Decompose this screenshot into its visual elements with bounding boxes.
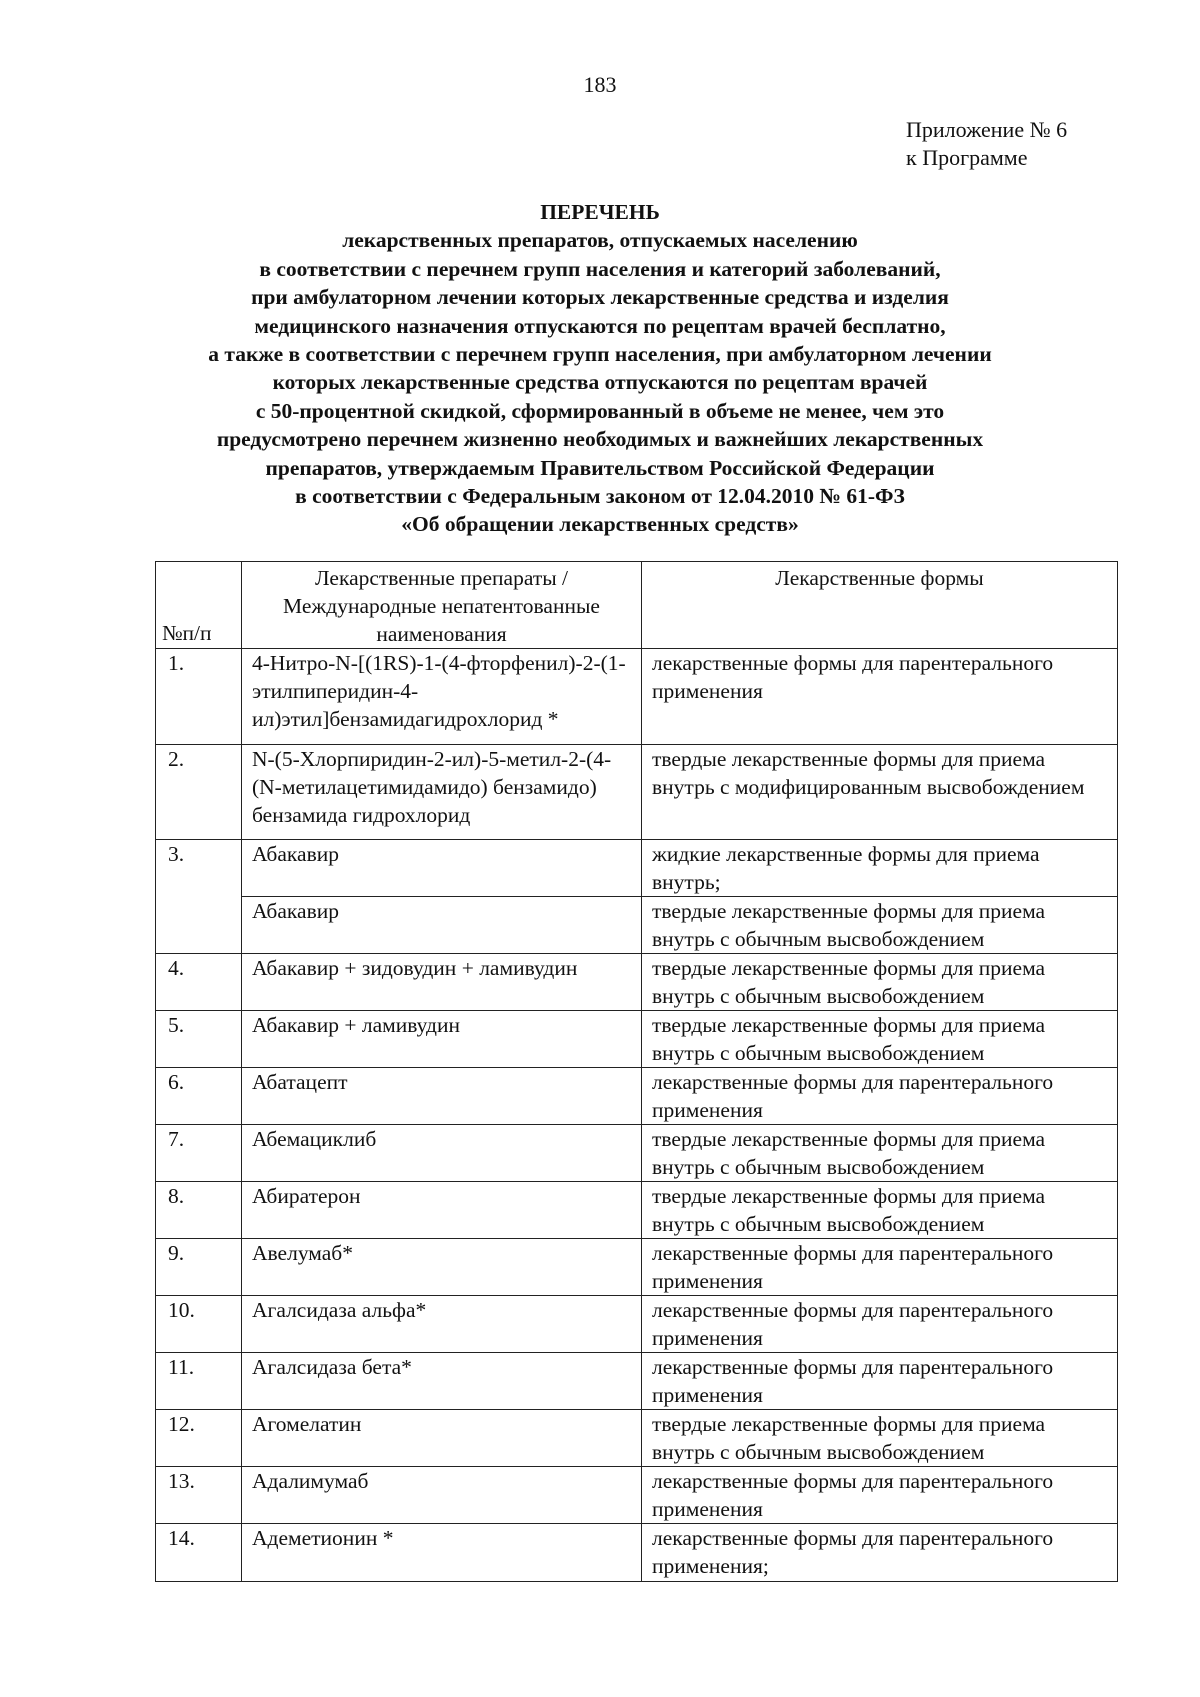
column-header-drug: Лекарственные препараты / Международные непатентованные наименования xyxy=(242,562,642,649)
table-row xyxy=(156,840,1118,897)
drug-form: лекарственные формы для парентерального применения xyxy=(642,1353,1118,1410)
table-row xyxy=(156,1182,1118,1239)
drug-form: твердые лекарственные формы для приема внутрь с обычным высвобождением xyxy=(642,1125,1118,1182)
table-row xyxy=(156,1125,1118,1182)
drug-name: Адалимумаб xyxy=(242,1467,642,1524)
drug-form: лекарственные формы для парентерального применения xyxy=(642,1068,1118,1125)
drug-name: Абатацепт xyxy=(242,1068,642,1125)
heading-line: медицинского назначения отпускаются по рецептам врачей бесплатно, xyxy=(254,313,946,338)
document-title: ПЕРЕЧЕНЬ xyxy=(540,200,660,224)
drug-form: твердые лекарственные формы для приема внутрь с обычным высвобождением xyxy=(642,1011,1118,1068)
heading-line: «Об обращении лекарственных средств» xyxy=(401,512,799,537)
row-number: 9. xyxy=(156,1239,242,1296)
heading-line: лекарственных препаратов, отпускаемых населению xyxy=(342,228,858,253)
drug-form: твердые лекарственные формы для приема внутрь с обычным высвобождением xyxy=(642,954,1118,1011)
drug-form: твердые лекарственные формы для приема внутрь с модифицированным высвобождением xyxy=(642,745,1118,840)
drug-form: лекарственные формы для парентерального применения; xyxy=(642,1524,1118,1582)
row-number: 8. xyxy=(156,1182,242,1239)
heading-line: при амбулаторном лечении которых лекарственные средства и изделия xyxy=(251,285,949,310)
drug-form: лекарственные формы для парентерального применения xyxy=(642,1239,1118,1296)
drug-form: лекарственные формы для парентерального применения xyxy=(642,649,1118,745)
drug-list-table xyxy=(155,561,1118,1582)
drug-name: 4-Нитро-N-[(1RS)-1-(4-фторфенил)-2-(1-этилпиперидин-4-ил)этил]бензамидагидрохлорид * xyxy=(242,649,642,745)
appendix-line-1: Приложение № 6 xyxy=(906,117,1068,142)
table-row xyxy=(156,1068,1118,1125)
row-number: 13. xyxy=(156,1467,242,1524)
table-row xyxy=(156,1296,1118,1353)
appendix-line-2: к Программе xyxy=(906,145,1028,170)
drug-name: Агалсидаза бета* xyxy=(242,1353,642,1410)
row-number: 12. xyxy=(156,1410,242,1467)
table-row xyxy=(156,1011,1118,1068)
drug-form: жидкие лекарственные формы для приема внутрь; xyxy=(642,840,1118,897)
drug-name: Абиратерон xyxy=(242,1182,642,1239)
page-number: 183 xyxy=(583,72,617,97)
heading-line: в соответствии с Федеральным законом от 12.04.2010 № 61-ФЗ xyxy=(295,484,905,509)
drug-form: твердые лекарственные формы для приема внутрь с обычным высвобождением xyxy=(642,1410,1118,1467)
drug-form: твердые лекарственные формы для приема внутрь с обычным высвобождением xyxy=(642,897,1118,954)
drug-name: Абакавир xyxy=(242,840,642,897)
row-number: 10. xyxy=(156,1296,242,1353)
drug-name: Абакавир + ламивудин xyxy=(242,1011,642,1068)
row-number: 1. xyxy=(156,649,242,745)
appendix-note xyxy=(906,116,1067,172)
drug-name: N-(5-Хлорпиридин-2-ил)-5-метил-2-(4-(N-метилацетимидамидо) бензамидо) бензамида гидрохлорид xyxy=(242,745,642,840)
heading-line: а также в соответствии с перечнем групп населения, при амбулаторном лечении xyxy=(208,342,992,367)
row-number: 2. xyxy=(156,745,242,840)
row-number: 6. xyxy=(156,1068,242,1125)
drug-name: Агомелатин xyxy=(242,1410,642,1467)
table-row xyxy=(156,1467,1118,1524)
drug-name: Абакавир xyxy=(242,897,642,954)
drug-form: твердые лекарственные формы для приема внутрь с обычным высвобождением xyxy=(642,1182,1118,1239)
drug-form: лекарственные формы для парентерального применения xyxy=(642,1296,1118,1353)
drug-name: Авелумаб* xyxy=(242,1239,642,1296)
row-number xyxy=(156,897,242,954)
table-row xyxy=(156,1524,1118,1582)
row-number: 3. xyxy=(156,840,242,897)
table-row xyxy=(156,897,1118,954)
row-number: 7. xyxy=(156,1125,242,1182)
heading-line: предусмотрено перечнем жизненно необходимых и важнейших лекарственных xyxy=(216,427,984,452)
table-row xyxy=(156,954,1118,1011)
row-number: 5. xyxy=(156,1011,242,1068)
table-row xyxy=(156,1410,1118,1467)
table-row xyxy=(156,649,1118,745)
row-number: 14. xyxy=(156,1524,242,1582)
heading-line: которых лекарственные средства отпускаются по рецептам врачей xyxy=(272,370,928,395)
table-header-row xyxy=(156,562,1118,649)
drug-name: Абемациклиб xyxy=(242,1125,642,1182)
column-header-form: Лекарственные формы xyxy=(642,562,1118,649)
table-row xyxy=(156,1239,1118,1296)
drug-name: Агалсидаза альфа* xyxy=(242,1296,642,1353)
heading-line: с 50-процентной скидкой, сформированный в объеме не менее, чем это xyxy=(255,398,945,423)
drug-form: лекарственные формы для парентерального применения xyxy=(642,1467,1118,1524)
table-row xyxy=(156,745,1118,840)
column-header-number: №п/п xyxy=(156,562,242,649)
heading-line: препаратов, утверждаемым Правительством Российской Федерации xyxy=(265,455,935,480)
row-number: 4. xyxy=(156,954,242,1011)
row-number: 11. xyxy=(156,1353,242,1410)
drug-name: Адеметионин * xyxy=(242,1524,642,1582)
heading-line: в соответствии с перечнем групп населения и категорий заболеваний, xyxy=(259,256,941,281)
table-row xyxy=(156,1353,1118,1410)
drug-name: Абакавир + зидовудин + ламивудин xyxy=(242,954,642,1011)
document-heading xyxy=(100,198,1100,539)
